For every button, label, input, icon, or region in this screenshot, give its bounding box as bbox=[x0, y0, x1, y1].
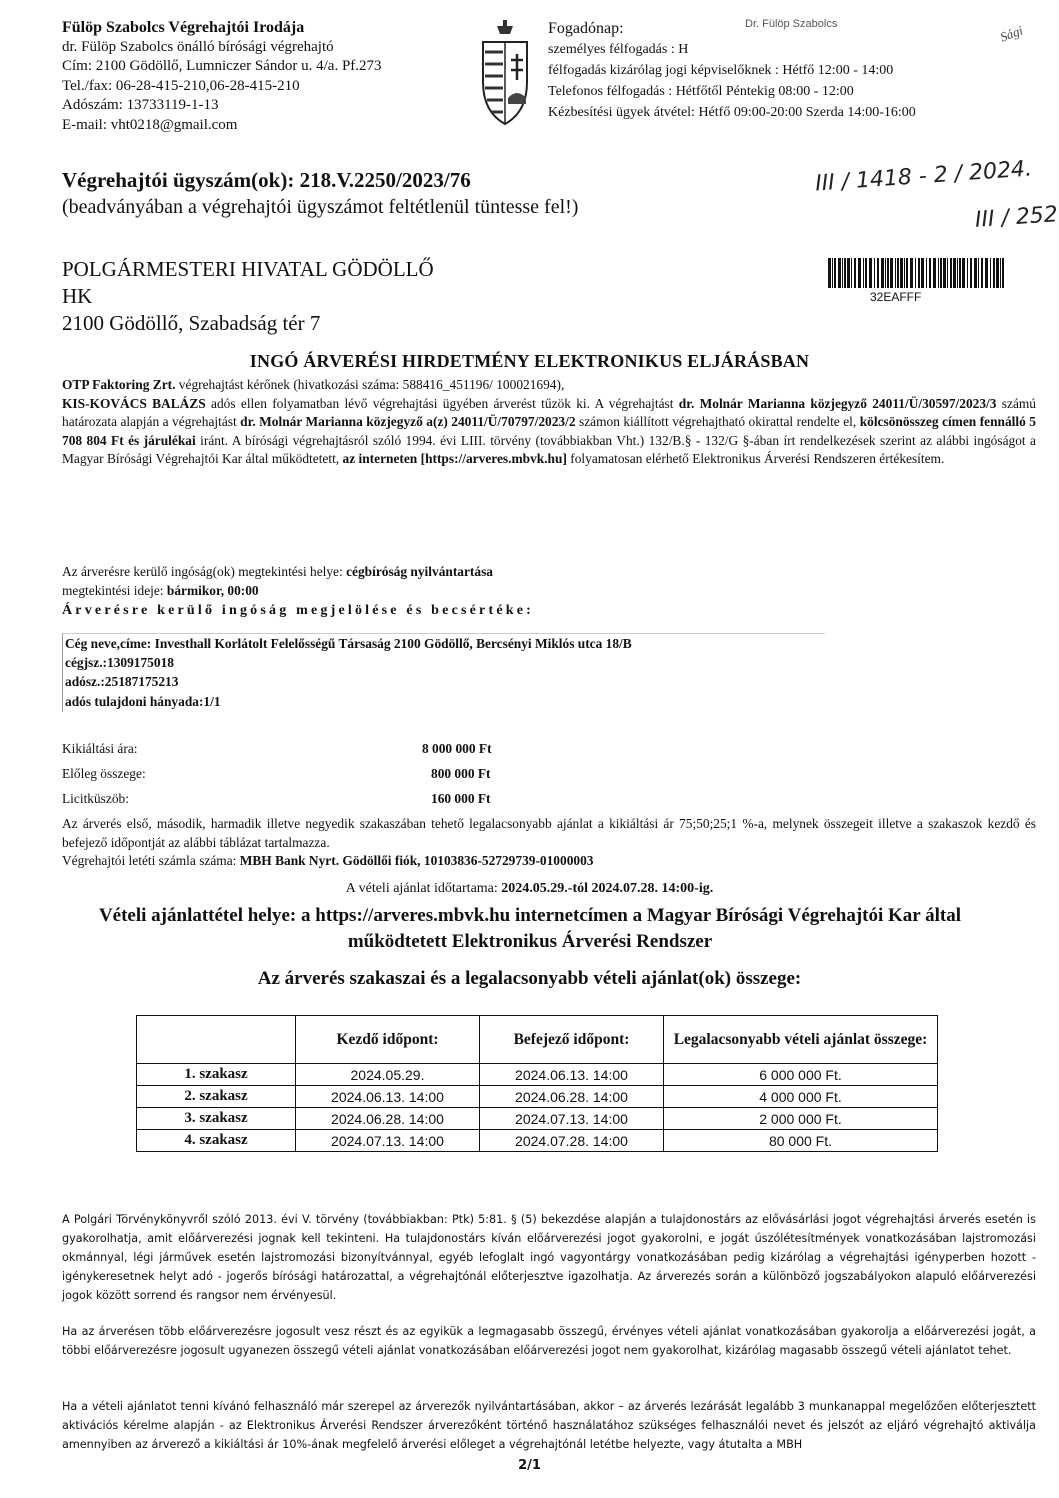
table-cell: 2. szakasz bbox=[137, 1086, 296, 1108]
inspection-time-label: megtekintési ideje: bbox=[62, 583, 167, 598]
recipient-address bbox=[62, 256, 434, 337]
creditor-name: OTP Faktoring Zrt. bbox=[62, 377, 176, 392]
table-cell: 1. szakasz bbox=[137, 1064, 296, 1086]
table-header: Kezdő időpont: bbox=[296, 1016, 480, 1064]
reception-line: személyes félfogadás : H bbox=[548, 42, 689, 57]
reception-line: Telefonos félfogadás : Hétfőtől Péntekig 08:00 - 12:00 bbox=[548, 84, 854, 99]
recipient-line: POLGÁRMESTERI HIVATAL GÖDÖLLŐ bbox=[62, 257, 434, 281]
price-row bbox=[62, 736, 492, 761]
price-row bbox=[62, 761, 492, 786]
claim-amount: kölcsönösszeg címen fennálló 5 708 804 Ft és járulékai bbox=[62, 414, 1036, 448]
intro-text: számú határozata alapján a végrehajtást bbox=[62, 395, 1037, 429]
office-line: Tel./fax: 06-28-415-210,06-28-415-210 bbox=[62, 77, 300, 94]
table-cell: 2024.06.28. 14:00 bbox=[296, 1108, 480, 1130]
footnote-preemption: A Polgári Törvénykönyvről szóló 2013. évi V. törvény (továbbiakban: Ptk) 5:81. § (5) bekezdése alapján a tulajdonostárs az elővásárlási jogot végrehajtási árverés esetén is gyakorolhatja, amit előárverezési jognak kell tekinteni. Ha tulajdonostárs kíván előárverezési jogot gyakorolni, e jogát úszólétesítmények vonatkozásában lajstromozási okmánnyal, légi járművek esetén lajstromozási bizonyítvánnyal, egyéb lefoglalt ingó vagyontárgy vonatkozásában pedig kizárólag a végrehajtási igényperben hozott - igénykeresetnek helyt adó - jogerős bírósági határozattal, a végrehajtónál előterjesztve igazolhatja. Az árverezés során a különböző jogszabályokon alapuló előárverezési jogok között sorrend és rangsor nem érvényesül. bbox=[62, 1213, 1036, 1302]
price-value: 8 000 000 Ft bbox=[422, 741, 492, 756]
rules-paragraph bbox=[62, 815, 1036, 871]
notary-ref: dr. Molnár Marianna közjegyző 24011/Ü/30597/2023/3 bbox=[678, 395, 997, 411]
barcode-icon bbox=[828, 258, 1006, 288]
offer-period bbox=[0, 881, 1059, 897]
office-name: Fülöp Szabolcs Végrehajtói Irodája bbox=[62, 19, 305, 36]
item-line: adósz.:25187175213 bbox=[65, 674, 179, 690]
office-header bbox=[62, 18, 462, 135]
stages-title: Az árverés szakaszai és a legalacsonyabb vételi ajánlat(ok) összege: bbox=[257, 968, 802, 989]
case-number: Végrehajtói ügyszám(ok): 218.V.2250/2023/76 bbox=[62, 168, 471, 192]
footnote-activation: Ha a vételi ajánlatot tenni kívánó felhasználó már szerepel az árverezők nyilvántartásában, akkor – az árverés lezárását legalább 3 munkanappal megelőzően előterjesztett aktivációs kérelme alapján - az Elektronikus Árverési Rendszer árverezőként történő használatához szükséges felhasználói nevet és jelszót az eljáró végrehajtó aktiválja amennyiben az árverező a kikiáltási ár 10%-ának megfelelő árverési előleget a végrehajtónál letétbe helyezte, vagy átutalta a MBH bbox=[62, 1400, 1036, 1451]
stamp: Dr. Fülöp Szabolcs bbox=[745, 18, 838, 30]
account-value: MBH Bank Nyrt. Gödöllői fiók, 10103836-52729739-01000003 bbox=[239, 853, 594, 868]
recipient-line: 2100 Gödöllő, Szabadság tér 7 bbox=[62, 311, 321, 335]
office-line: Adószám: 13733119-1-13 bbox=[62, 97, 219, 113]
table-header: Befejező időpont: bbox=[480, 1016, 664, 1064]
table-header: Legalacsonyabb vételi ajánlat összege: bbox=[664, 1016, 938, 1064]
page-number: 2/1 bbox=[518, 1458, 541, 1473]
intro-text: iránt. A bírósági végrehajtásról szóló 1994. évi LIII. törvény (továbbiakban Vht.) 132/B.§ - 132/G §-ában írt rendelkezések szerint az alábbi ingóságot a Magyar Bírósági Végrehajtói Kar által működtetett, bbox=[62, 432, 1036, 466]
account-label: Végrehajtói letéti számla száma: bbox=[62, 853, 240, 868]
intro-text: számon kiállított végrehajtható okirattal rendelte el, bbox=[575, 414, 860, 429]
table-header-row bbox=[137, 1016, 938, 1064]
intro-text: végrehajtást kérőnek (hivatkozási száma: 588416_451196/ 100021694), bbox=[175, 377, 565, 392]
item-line: adós tulajdoni hányada:1/1 bbox=[65, 693, 221, 709]
table-row bbox=[137, 1086, 938, 1108]
notary-ref: dr. Molnár Marianna közjegyző a(z) 24011/Ü/70797/2023/2 bbox=[240, 414, 576, 429]
signature: Sági bbox=[997, 22, 1025, 45]
table-cell: 6 000 000 Ft. bbox=[664, 1064, 938, 1086]
office-line: dr. Fülöp Szabolcs önálló bírósági végrehajtó bbox=[62, 38, 334, 55]
table-row bbox=[137, 1130, 938, 1152]
rules-text: Az árverés első, második, harmadik illetve negyedik szakaszában tehető legalacsonyabb ajánlat a kikiáltási ár 75;50;25;1 %-a, melynek összegeit illetve a szakaszok kezdő és befejező időpontját az alábbi táblázat tartalmazza. bbox=[62, 816, 1036, 850]
table-cell: 3. szakasz bbox=[137, 1108, 296, 1130]
handwritten-reference: III / 1418 - 2 / 2024. bbox=[814, 156, 1033, 197]
reception-hours bbox=[548, 18, 1008, 123]
document-title: INGÓ ÁRVERÉSI HIRDETMÉNY ELEKTRONIKUS ELJÁRÁSBAN bbox=[249, 351, 810, 371]
table-cell: 4. szakasz bbox=[137, 1130, 296, 1152]
office-line: Cím: 2100 Gödöllő, Lumniczer Sándor u. 4/a. Pf.273 bbox=[62, 58, 382, 74]
reception-title: Fogadónap: bbox=[548, 20, 624, 37]
price-label: Előleg összege: bbox=[62, 766, 146, 781]
table-cell: 2024.07.13. 14:00 bbox=[296, 1130, 480, 1152]
price-value: 800 000 Ft bbox=[431, 766, 491, 781]
coat-of-arms-icon bbox=[475, 20, 535, 130]
table-cell: 2024.06.28. 14:00 bbox=[480, 1086, 664, 1108]
price-list bbox=[62, 736, 492, 811]
item-line: Cég neve,címe: Investhall Korlátolt Felelősségű Társaság 2100 Gödöllő, Bercsényi Miklós utca 18/B bbox=[65, 636, 632, 651]
price-label: Kikiáltási ára: bbox=[62, 741, 138, 756]
case-note: (beadványában a végrehajtói ügyszámot feltétlenül tüntesse fel!) bbox=[62, 196, 579, 218]
intro-text: adós ellen folyamatban lévő végrehajtási ügyében árverést tűzök ki. A végrehajtást bbox=[205, 395, 679, 411]
stages-table bbox=[136, 1015, 938, 1152]
reception-line: Kézbesítési ügyek átvétel: Hétfő 09:00-20:00 Szerda 14:00-16:00 bbox=[548, 105, 916, 120]
inspection-info bbox=[62, 562, 493, 600]
recipient-line: HK bbox=[62, 284, 93, 308]
table-row bbox=[137, 1108, 938, 1130]
price-row bbox=[62, 786, 492, 811]
price-value: 160 000 Ft bbox=[431, 791, 491, 806]
footnote-multiple-holders: Ha az árverésen több előárverezésre jogosult vesz részt és az egyikük a legmagasabb összegű, érvényes vételi ajánlat vonatkozásában gyakorolja a előárverezési jogát, a többi előárverezésre jogosult ugyanezen összegű vételi ajánlat vonatkozásában előárverezési jogot nem gyakorolhat, kizárólag magasabb összegű vételi ajánlatot tehet. bbox=[62, 1325, 1036, 1357]
offer-place: Vételi ajánlattétel helye: a https://arveres.mbvk.hu internetcímen a Magyar Bírósági Végrehajtói Kar által működtetett Elektronikus Árverési Rendszer bbox=[98, 905, 962, 952]
handwritten-reference-2: III / 252 bbox=[974, 202, 1059, 233]
table-cell: 2024.07.28. 14:00 bbox=[480, 1130, 664, 1152]
intro-text: folyamatosan elérhető Elektronikus Árverési Rendszeren értékesítem. bbox=[566, 451, 945, 466]
barcode-label: 32EAFFF bbox=[870, 290, 922, 304]
price-label: Licitküszöb: bbox=[62, 791, 129, 806]
inspection-place-value: cégbíróság nyilvántartása bbox=[346, 564, 493, 579]
debtor-name: KIS-KOVÁCS BALÁZS bbox=[62, 395, 206, 411]
table-cell: 4 000 000 Ft. bbox=[664, 1086, 938, 1108]
table-header bbox=[137, 1016, 296, 1064]
office-line: E-mail: vht0218@gmail.com bbox=[62, 116, 238, 133]
offer-period-value: 2024.05.29.-tól 2024.07.28. 14:00-ig. bbox=[501, 881, 714, 896]
item-heading: Árverésre kerülő ingóság megjelölése és becsértéke: bbox=[62, 603, 534, 618]
intro-paragraph bbox=[62, 376, 1036, 469]
table-cell: 2024.06.13. 14:00 bbox=[296, 1086, 480, 1108]
offer-period-label: A vételi ajánlat időtartama: bbox=[345, 881, 502, 896]
table-cell: 80 000 Ft. bbox=[664, 1130, 938, 1152]
table-cell: 2024.07.13. 14:00 bbox=[480, 1108, 664, 1130]
auction-url: az interneten [https://arveres.mbvk.hu] bbox=[342, 451, 567, 466]
table-cell: 2 000 000 Ft. bbox=[664, 1108, 938, 1130]
table-cell: 2024.06.13. 14:00 bbox=[480, 1064, 664, 1086]
item-description bbox=[62, 633, 825, 712]
inspection-place-label: Az árverésre kerülő ingóság(ok) megtekintési helye: bbox=[62, 564, 347, 579]
table-cell: 2024.05.29. bbox=[296, 1064, 480, 1086]
reception-line: félfogadás kizárólag jogi képviselőknek : Hétfő 12:00 - 14:00 bbox=[548, 63, 894, 78]
inspection-time-value: bármikor, 00:00 bbox=[166, 583, 259, 598]
table-row bbox=[137, 1064, 938, 1086]
item-line: cégjsz.:1309175018 bbox=[65, 655, 174, 671]
